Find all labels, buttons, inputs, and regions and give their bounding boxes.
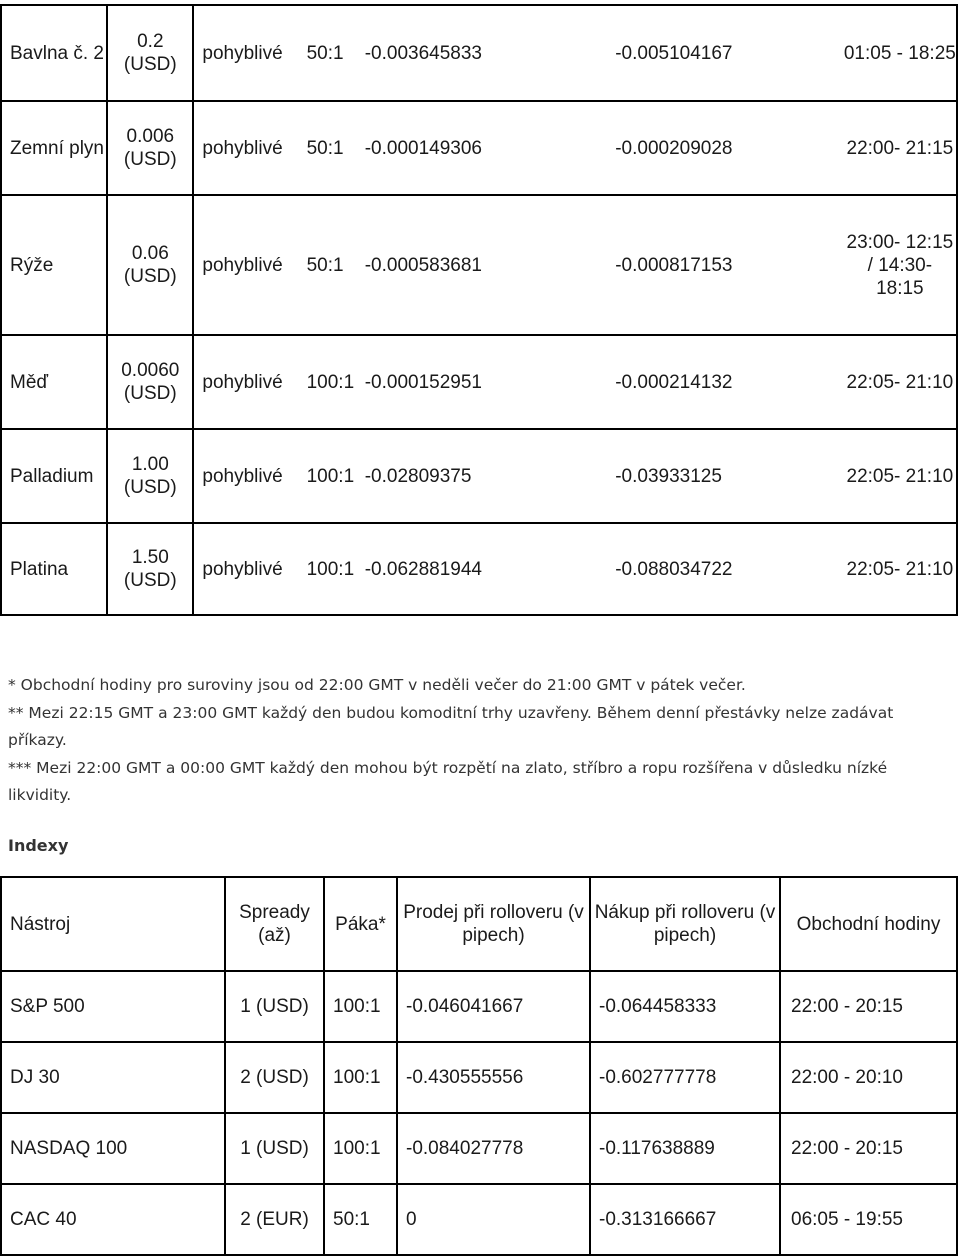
trading-hours: 22:00 - 20:15: [781, 972, 958, 1043]
spread-type: pohyblivé: [194, 102, 298, 196]
trading-hours: 06:05 - 19:55: [781, 1185, 958, 1256]
trading-hours: 22:05- 21:10: [844, 430, 958, 524]
table-row: [2, 972, 958, 1043]
header-leverage: Páka*: [325, 878, 398, 972]
rollover-sell-value: -0.000149306: [361, 102, 602, 196]
trading-hours: 22:05- 21:10: [844, 336, 958, 430]
leverage-value: 100:1: [325, 1043, 398, 1114]
spread-value: 1 (USD): [226, 972, 325, 1043]
instrument-name: Zemní plyn: [2, 102, 108, 196]
spread-value: 1.00 (USD): [108, 430, 194, 524]
trading-hours: 01:05 - 18:25: [844, 4, 958, 102]
footnotes: [8, 672, 908, 810]
spread-type: pohyblivé: [194, 336, 298, 430]
footnote-1: * Obchodní hodiny pro suroviny jsou od 22:00 GMT v neděli večer do 21:00 GMT v pátek večer.: [8, 676, 746, 694]
rollover-sell-value: -0.000583681: [361, 196, 602, 336]
spread-value: 0.2 (USD): [108, 4, 194, 102]
commodities-table: [0, 4, 958, 616]
header-rollover-sell: Prodej při rolloveru (v pipech): [398, 878, 591, 972]
leverage-value: 100:1: [299, 336, 361, 430]
trading-hours: 22:00 - 20:15: [781, 1114, 958, 1185]
leverage-value: 50:1: [299, 196, 361, 336]
rollover-buy-value: -0.064458333: [591, 972, 781, 1043]
spread-value: 2 (USD): [226, 1043, 325, 1114]
leverage-value: 50:1: [299, 4, 361, 102]
trading-hours: 22:00 - 20:10: [781, 1043, 958, 1114]
instrument-name: Platina: [2, 524, 108, 616]
footnote-3: *** Mezi 22:00 GMT a 00:00 GMT každý den mohou být rozpětí na zlato, stříbro a ropu rozšířena v důsledku nízké likvidity.: [8, 758, 888, 804]
table-row: [2, 1043, 958, 1114]
instrument-name: Palladium: [2, 430, 108, 524]
spread-value: 2 (EUR): [226, 1185, 325, 1256]
table-row: [2, 430, 958, 524]
rollover-buy-value: -0.313166667: [591, 1185, 781, 1256]
rollover-sell-value: -0.062881944: [361, 524, 602, 616]
rollover-buy-value: -0.117638889: [591, 1114, 781, 1185]
spread-value: 0.006 (USD): [108, 102, 194, 196]
table-row: [2, 4, 958, 102]
trading-hours: 22:00- 21:15: [844, 102, 958, 196]
table-row: [2, 102, 958, 196]
spread-type: pohyblivé: [194, 196, 298, 336]
instrument-name: Měď: [2, 336, 108, 430]
leverage-value: 100:1: [325, 1114, 398, 1185]
rollover-buy-value: -0.000817153: [601, 196, 844, 336]
table-row: [2, 524, 958, 616]
indices-table: [0, 876, 958, 1256]
index-name: CAC 40: [2, 1185, 226, 1256]
spread-value: 1.50 (USD): [108, 524, 194, 616]
leverage-value: 50:1: [299, 102, 361, 196]
leverage-value: 100:1: [325, 972, 398, 1043]
rollover-sell-value: -0.02809375: [361, 430, 602, 524]
rollover-buy-value: -0.000209028: [601, 102, 844, 196]
table-row: [2, 1185, 958, 1256]
index-name: NASDAQ 100: [2, 1114, 226, 1185]
rollover-sell-value: -0.430555556: [398, 1043, 591, 1114]
spread-value: 0.0060 (USD): [108, 336, 194, 430]
leverage-value: 100:1: [299, 524, 361, 616]
header-rollover-buy: Nákup při rolloveru (v pipech): [591, 878, 781, 972]
rollover-buy-value: -0.088034722: [601, 524, 844, 616]
rollover-sell-value: -0.003645833: [361, 4, 602, 102]
table-row: [2, 1114, 958, 1185]
section-title: Indexy: [8, 836, 69, 855]
rollover-buy-value: -0.03933125: [601, 430, 844, 524]
header-hours: Obchodní hodiny: [781, 878, 958, 972]
instrument-name: Rýže: [2, 196, 108, 336]
trading-hours: 23:00- 12:15 / 14:30- 18:15: [844, 196, 958, 336]
spread-type: pohyblivé: [194, 430, 298, 524]
spread-value: 0.06 (USD): [108, 196, 194, 336]
index-name: S&P 500: [2, 972, 226, 1043]
leverage-value: 50:1: [325, 1185, 398, 1256]
leverage-value: 100:1: [299, 430, 361, 524]
header-instrument: Nástroj: [2, 878, 226, 972]
footnote-2: ** Mezi 22:15 GMT a 23:00 GMT každý den budou komoditní trhy uzavřeny. Během denní přestávky nelze zadávat příkazy.: [8, 703, 894, 749]
table-header-row: [2, 878, 958, 972]
instrument-name: Bavlna č. 2: [2, 4, 108, 102]
spread-type: pohyblivé: [194, 4, 298, 102]
spread-value: 1 (USD): [226, 1114, 325, 1185]
rollover-sell-value: -0.000152951: [361, 336, 602, 430]
table-row: [2, 196, 958, 336]
header-spread: Spready (až): [226, 878, 325, 972]
spread-type: pohyblivé: [194, 524, 298, 616]
rollover-buy-value: -0.602777778: [591, 1043, 781, 1114]
table-row: [2, 336, 958, 430]
index-name: DJ 30: [2, 1043, 226, 1114]
rollover-sell-value: -0.084027778: [398, 1114, 591, 1185]
rollover-buy-value: -0.000214132: [601, 336, 844, 430]
rollover-sell-value: 0: [398, 1185, 591, 1256]
rollover-sell-value: -0.046041667: [398, 972, 591, 1043]
trading-hours: 22:05- 21:10: [844, 524, 958, 616]
rollover-buy-value: -0.005104167: [601, 4, 844, 102]
